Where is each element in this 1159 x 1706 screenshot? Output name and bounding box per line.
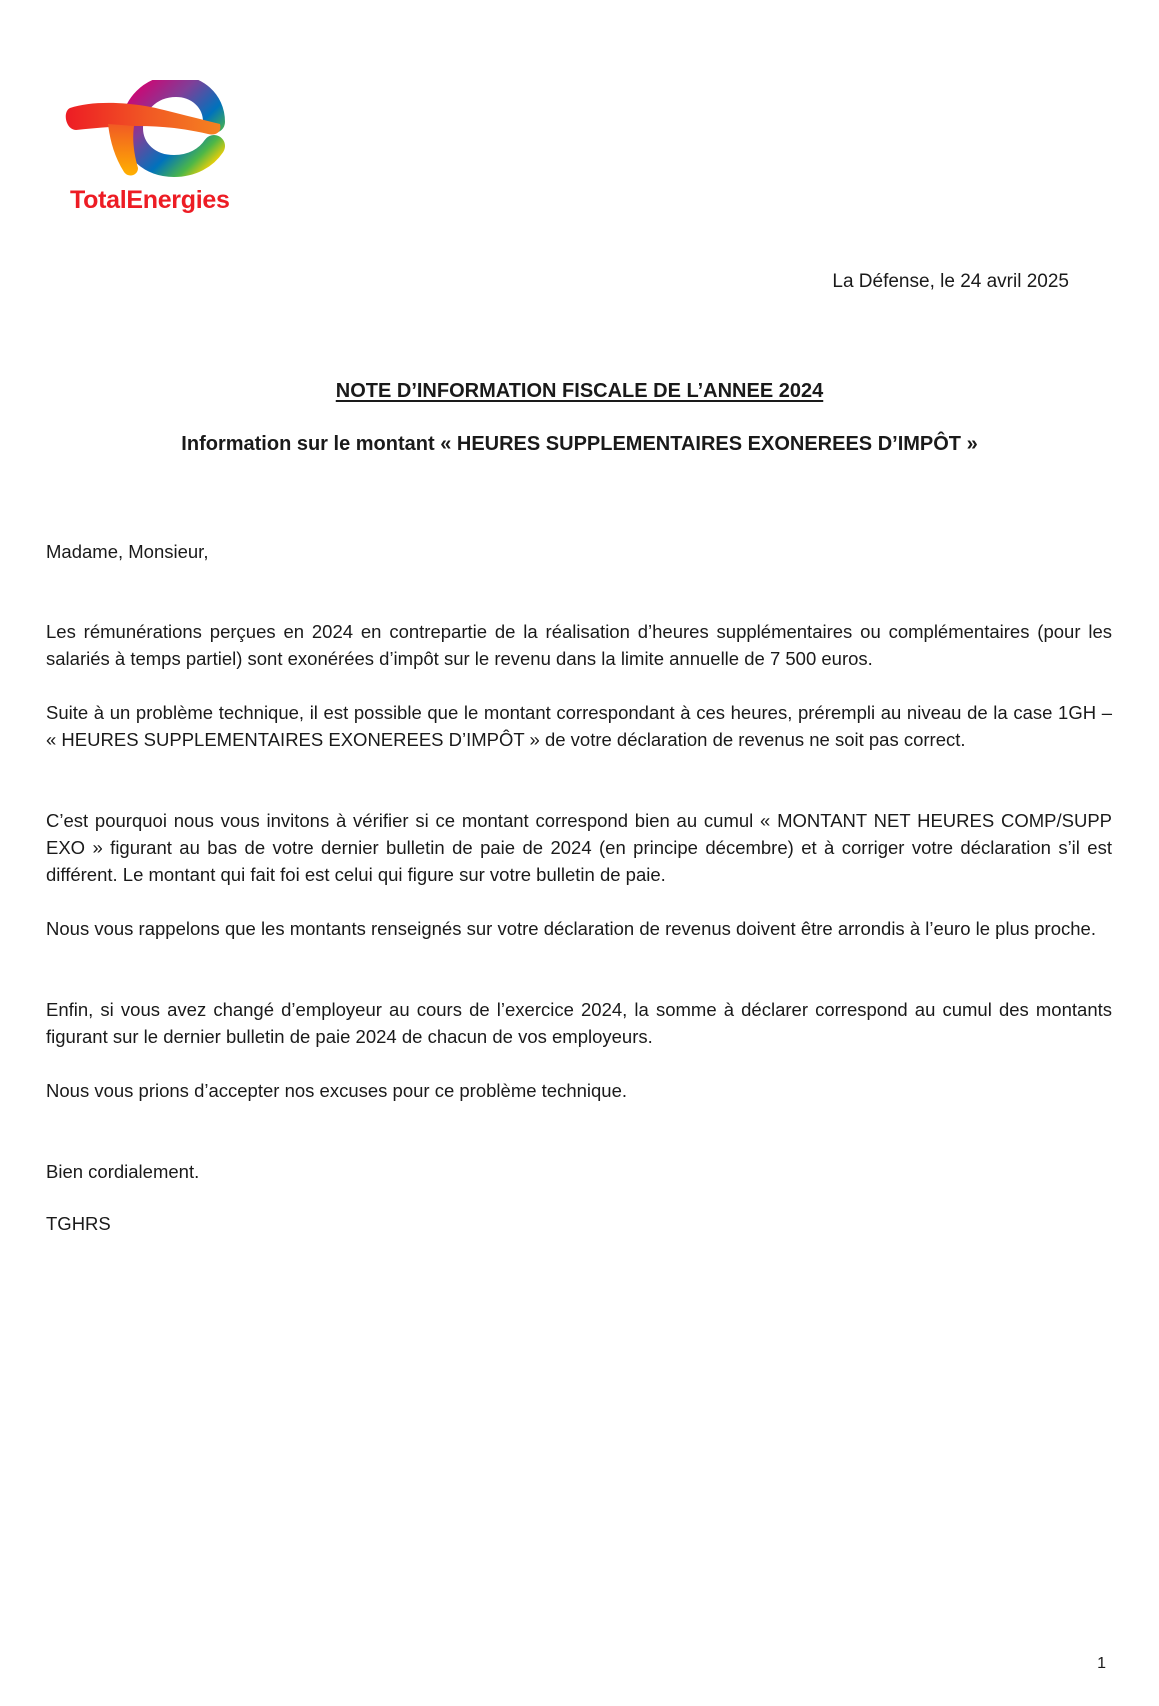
signature: TGHRS: [46, 1213, 111, 1234]
paragraph: Nous vous prions d’accepter nos excuses pour ce problème technique.: [46, 1080, 628, 1101]
logo-brand-name: TotalEnergies: [70, 186, 230, 214]
greeting: Madame, Monsieur,: [46, 541, 209, 562]
paragraph: C’est pourquoi nous vous invitons à vérifier si ce montant correspond bien au cumul « MONTANT NET HEURES COMP/SUPP EXO » figurant au bas de votre dernier bulletin de paie de 2024 (en principe décembre) et à corriger votre déclaration s’il est différent. Le montant qui fait foi est celui qui figure sur votre bulletin de paie.: [46, 810, 1112, 885]
page-number: 1: [1097, 1655, 1106, 1672]
document-title: NOTE D’INFORMATION FISCALE DE L’ANNEE 2024: [335, 380, 824, 402]
closing: Bien cordialement.: [46, 1161, 200, 1182]
paragraph: Nous vous rappelons que les montants renseignés sur votre déclaration de revenus doivent être arrondis à l’euro le plus proche.: [46, 918, 1096, 939]
paragraph: Suite à un problème technique, il est possible que le montant correspondant à ces heures, prérempli au niveau de la case 1GH – « HEURES SUPPLEMENTAIRES EXONEREES D’IMPÔT » de votre déclaration de revenus ne soit pas correct.: [46, 702, 1112, 750]
paragraph: Enfin, si vous avez changé d’employeur au cours de l’exercice 2024, la somme à déclarer correspond au cumul des montants figurant sur le dernier bulletin de paie 2024 de chacun de vos employeurs.: [46, 999, 1112, 1047]
totalenergies-logo-icon: [64, 80, 244, 190]
paragraph: Les rémunérations perçues en 2024 en contrepartie de la réalisation d’heures supplémentaires ou complémentaires (pour les salariés à temps partiel) sont exonérées d’impôt sur le revenu dans la limite annuelle de 7 500 euros.: [46, 621, 1112, 669]
company-logo: [64, 80, 244, 220]
document-subtitle: Information sur le montant « HEURES SUPPLEMENTAIRES EXONEREES D’IMPÔT »: [181, 433, 978, 455]
date-line: La Défense, le 24 avril 2025: [832, 271, 1069, 292]
